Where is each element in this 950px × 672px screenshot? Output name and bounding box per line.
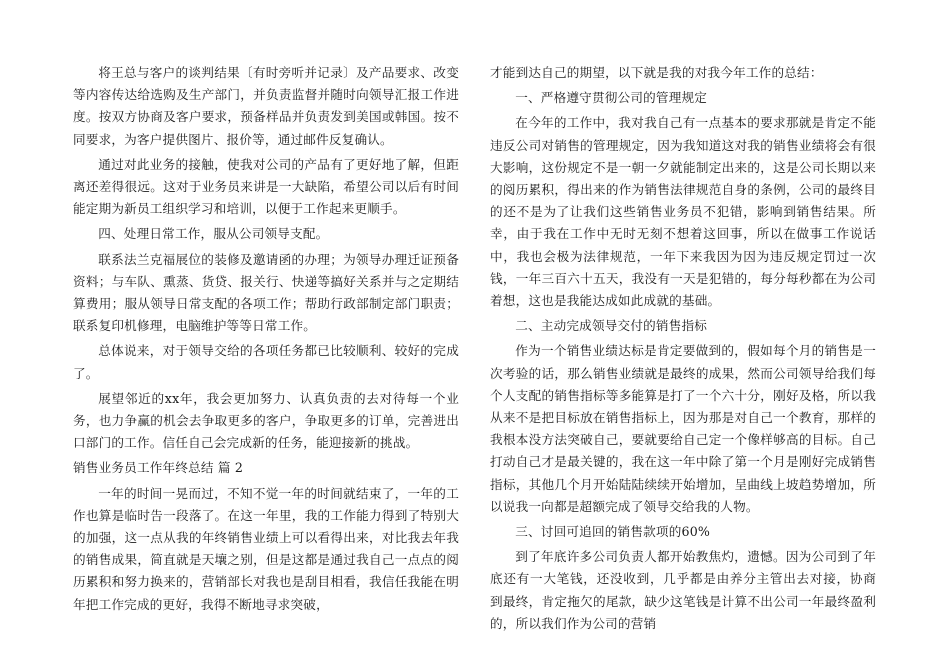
- right-column: [490, 62, 876, 638]
- paragraph-continued: 才能到达自己的期望，以下就是我的对我今年工作的总结：: [490, 65, 823, 80]
- paragraph: 在今年的工作中，我对我自己有一点基本的要求那就是肯定不能违反公司对销售的管理规定，因为我知道这对我的销售业绩将会有很大影响，这份规定不是一朝一夕就能制定出来的，这是公司长期以来的阅历累积，得出来的作为销售法律规范自身的条例，公司的最终目的还不是为了让我们这些销售业务员不犯错，影响到销售结果。所幸，由于我在工作中无时无刻不想着这回事，所以在做事工作说话中，我也会极为法律规范，一年下来我因为因为违反规定罚过一次钱，一年三百六十五天，我没有一天是犯错的，每分每秒都在为公司着想，这也是我能达成如此成就的基础。: [490, 115, 876, 309]
- section-heading: 四、处理日常工作，服从公司领导支配。: [98, 226, 329, 242]
- paragraph: 总体说来，对于领导交给的各项任务都已比较顺利、较好的完成了。: [73, 343, 459, 381]
- article-title: 销售业务员工作年终总结 篇 2: [73, 460, 244, 476]
- paragraph: 作为一个销售业绩达标是肯定要做到的，假如每个月的销售是一次考验的话，那么销售业绩就是最终的成果，然而公司领导给我们每个人支配的销售指标等多能算是打了一个六十分，刚好及格，所以我从来不是把目标放在销售指标上，因为那是对自己一个教育，那样的我根本没方法突破自己，要就要给自己定一个像样够高的目标。自己打动自己才是最关键的，我在这一年中除了第一个月是刚好完成销售指标，其他几个月开始陆陆续续开始增加，呈曲线上坡趋势增加，所以说我一向都是超额完成了领导交给我的人物。: [490, 343, 876, 514]
- paragraph: 联系法兰克福展位的装修及邀请函的办理；为领导办理迁证预备资料；与车队、熏蒸、货贷、报关行、快递等搞好关系并与之定期结算费用；服从领导日常支配的各项工作；帮助行政部制定部门职责；联系复印机修理，电脑维护等等日常工作。: [73, 251, 459, 334]
- paragraph: 展望邻近的xx年，我会更加努力、认真负责的去对待每一个业务，也力争赢的机会去争取更多的客户，争取更多的订单，完善进出口部门的工作。信任自己会完成新的任务，能迎接新的挑战。: [73, 390, 459, 451]
- paragraph: 通过对此业务的接触，使我对公司的产品有了更好地了解，但距离还差得很远。这对于业务员来讲是一大缺陷，希望公司以后有时间能定期为新员工组织学习和培训，以便于工作起来更顺手。: [73, 156, 459, 217]
- section-heading: 一、严格遵守贯彻公司的管理规定: [515, 90, 708, 106]
- section-heading: 三、讨回可追回的销售款项的60%: [515, 524, 711, 540]
- section-heading: 二、主动完成领导交付的销售指标: [515, 318, 708, 334]
- left-column: [73, 62, 459, 619]
- paragraph: 将王总与客户的谈判结果〔有时旁听并记录〕及产品要求、改变等内容传达给选购及生产部门，并负责监督并随时向领导汇报工作进度。按双方协商及客户要求，预备样品并负责发到美国或韩国。按不同要求，为客户提供图片、报价等，通过邮件反复确认。: [73, 65, 459, 147]
- paragraph: 一年的时间一晃而过，不知不觉一年的时间就结束了，一年的工作也算是临时告一段落了。在这一年里，我的工作能力得到了特别大的加强，这一点从我的年终销售业绩上可以看得出来，对比我去年我的销售成果，简直就是天壤之别，但是这都是通过我自己一点点的阅历累积和努力换来的，营销部长对我也是刮目相看，我信任我能在明年把工作完成的更好，我得不断地寻求突破，: [73, 485, 459, 612]
- paragraph: 到了年底许多公司负责人都开始教焦灼，遗憾。因为公司到了年底还有一大笔钱，还没收到，几乎都是由养分主管出去对接，协商 到最终，肯定拖欠的尾款，缺少这笔钱是计算不出公司一年最终盈利的，所以我们作为公司的营销: [490, 549, 876, 631]
